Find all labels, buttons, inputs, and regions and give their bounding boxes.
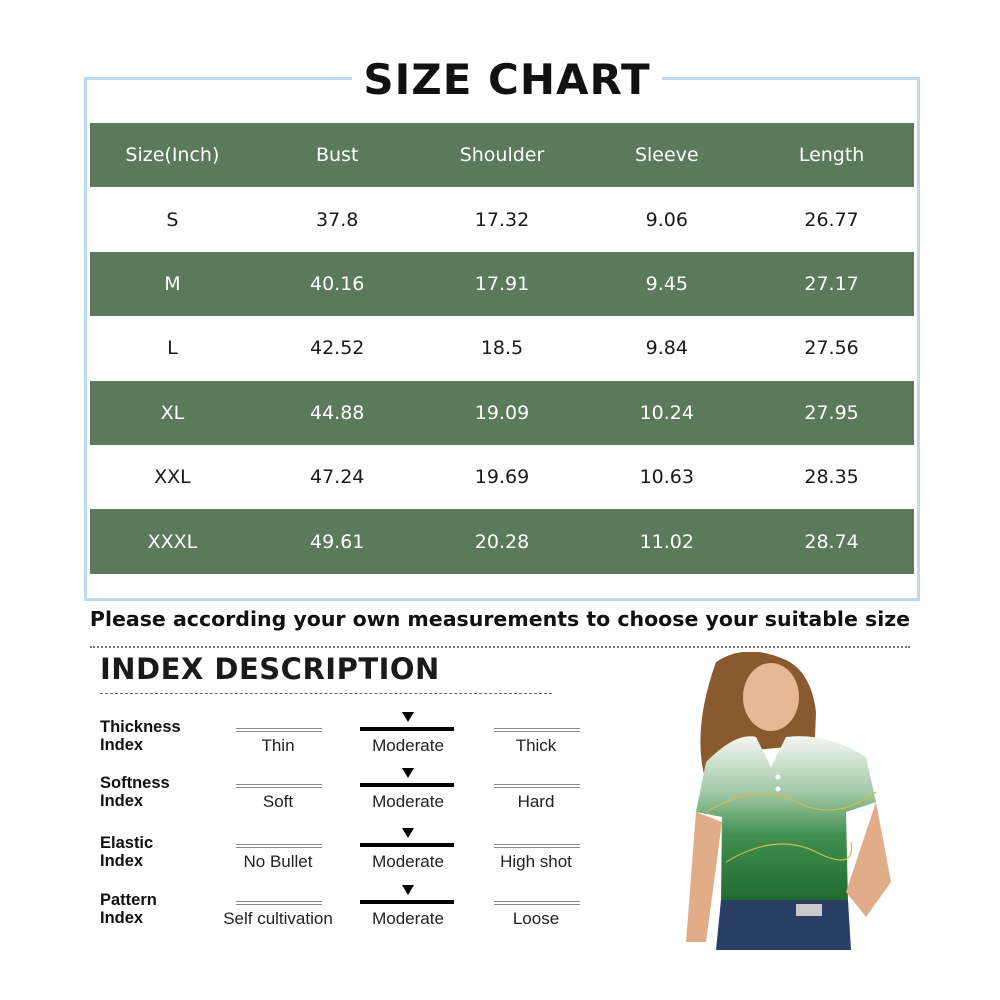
index-option xyxy=(228,834,328,888)
selection-arrow-icon xyxy=(402,885,414,895)
index-scale-bar xyxy=(360,727,454,731)
arm-shape xyxy=(686,812,722,942)
table-cell: XXXL xyxy=(147,530,198,553)
table-cell: 20.28 xyxy=(474,530,530,553)
arm-shape xyxy=(846,802,891,917)
index-name: Elastic Index xyxy=(100,834,154,870)
index-option xyxy=(486,774,586,828)
index-option-label: Moderate xyxy=(372,736,444,755)
table-cell: S xyxy=(166,208,179,231)
table-cell: 44.88 xyxy=(309,401,365,424)
table-cell: XL xyxy=(160,401,185,424)
index-name: Softness Index xyxy=(100,774,170,810)
table-cell: 28.74 xyxy=(804,530,859,553)
face-shape xyxy=(743,663,799,731)
button-shape xyxy=(776,787,781,792)
selection-arrow-icon xyxy=(402,828,414,838)
button-shape xyxy=(776,775,781,780)
table-cell: 9.45 xyxy=(645,272,688,295)
size-table xyxy=(90,123,914,574)
table-cell: 26.77 xyxy=(804,208,859,231)
table-cell: 17.32 xyxy=(474,208,530,231)
index-name: Thickness Index xyxy=(100,718,181,754)
table-cell: 10.63 xyxy=(639,466,694,489)
selection-arrow-icon xyxy=(402,768,414,778)
table-row xyxy=(90,187,914,251)
index-option xyxy=(228,718,328,772)
index-option-label: Loose xyxy=(512,909,560,928)
selection-arrow-icon xyxy=(402,712,414,722)
index-row xyxy=(100,774,580,828)
table-row xyxy=(90,316,914,380)
jeans-shape xyxy=(716,900,851,950)
index-option xyxy=(486,834,586,888)
table-cell: 19.09 xyxy=(474,401,530,424)
dotted-divider xyxy=(90,646,910,648)
index-option xyxy=(358,774,458,828)
index-option-label: Moderate xyxy=(372,909,444,928)
table-cell: 37.8 xyxy=(316,208,359,231)
belt-buckle xyxy=(796,904,822,916)
index-option xyxy=(223,891,333,945)
index-option xyxy=(486,718,586,772)
index-row xyxy=(100,834,580,888)
table-cell: 9.06 xyxy=(645,208,688,231)
table-cell: 9.84 xyxy=(645,337,688,360)
table-cell: 40.16 xyxy=(309,272,365,295)
table-row xyxy=(90,381,914,445)
index-scale-bar xyxy=(494,901,580,905)
index-option xyxy=(486,891,586,945)
table-cell: 17.91 xyxy=(474,272,530,295)
index-option xyxy=(358,891,458,945)
header-cell: Sleeve xyxy=(634,144,699,167)
index-scale-bar xyxy=(360,900,454,904)
index-option-label: Thin xyxy=(261,736,295,755)
table-row xyxy=(90,509,914,573)
table-row xyxy=(90,252,914,316)
index-option-label: Self cultivation xyxy=(223,909,333,928)
index-option-label: Moderate xyxy=(372,792,444,811)
product-photo xyxy=(676,652,902,950)
index-description-title: INDEX DESCRIPTION xyxy=(100,652,440,686)
table-cell: 47.24 xyxy=(309,466,365,489)
header-cell: Shoulder xyxy=(459,144,545,167)
index-option xyxy=(358,718,458,772)
index-row xyxy=(100,718,580,772)
table-cell: 28.35 xyxy=(804,466,859,489)
table-cell: 19.69 xyxy=(474,466,530,489)
index-scale-bar xyxy=(236,728,322,732)
index-option xyxy=(228,774,328,828)
index-scale-bar xyxy=(494,784,580,788)
table-cell: 49.61 xyxy=(309,530,365,553)
index-scale-bar xyxy=(494,844,580,848)
index-row xyxy=(100,891,580,945)
table-cell: 27.95 xyxy=(804,401,859,424)
index-scale-bar xyxy=(494,728,580,732)
table-cell: 42.52 xyxy=(309,337,365,360)
index-option xyxy=(358,834,458,888)
index-option-label: Soft xyxy=(262,792,294,811)
index-scale-bar xyxy=(236,901,322,905)
table-cell: L xyxy=(167,337,178,360)
table-cell: 27.56 xyxy=(804,337,859,360)
table-header-row xyxy=(90,123,914,187)
index-scale-bar xyxy=(360,783,454,787)
header-cell: Bust xyxy=(315,144,359,167)
index-scale-bar xyxy=(236,784,322,788)
index-option-label: No Bullet xyxy=(243,852,313,871)
size-advice-note: Please according your own measurements to choose your suitable size xyxy=(89,607,911,631)
index-scale-bar xyxy=(236,844,322,848)
index-option-label: Hard xyxy=(517,792,555,811)
index-option-label: Moderate xyxy=(372,852,444,871)
table-cell: XXL xyxy=(154,466,191,489)
table-cell: 10.24 xyxy=(639,401,694,424)
size-chart-title: SIZE CHART xyxy=(352,52,662,108)
table-row xyxy=(90,445,914,509)
header-cell: Length xyxy=(798,144,865,167)
header-cell: Size(Inch) xyxy=(125,144,220,167)
index-option-label: High shot xyxy=(500,852,572,871)
table-cell: 27.17 xyxy=(804,272,859,295)
table-cell: 18.5 xyxy=(480,337,524,360)
index-option-label: Thick xyxy=(515,736,557,755)
table-cell: M xyxy=(164,272,181,295)
index-name: Pattern Index xyxy=(100,891,157,927)
table-cell: 11.02 xyxy=(639,530,694,553)
index-scale-bar xyxy=(360,843,454,847)
dashed-divider xyxy=(100,693,552,694)
shirt-shape xyxy=(696,736,876,902)
